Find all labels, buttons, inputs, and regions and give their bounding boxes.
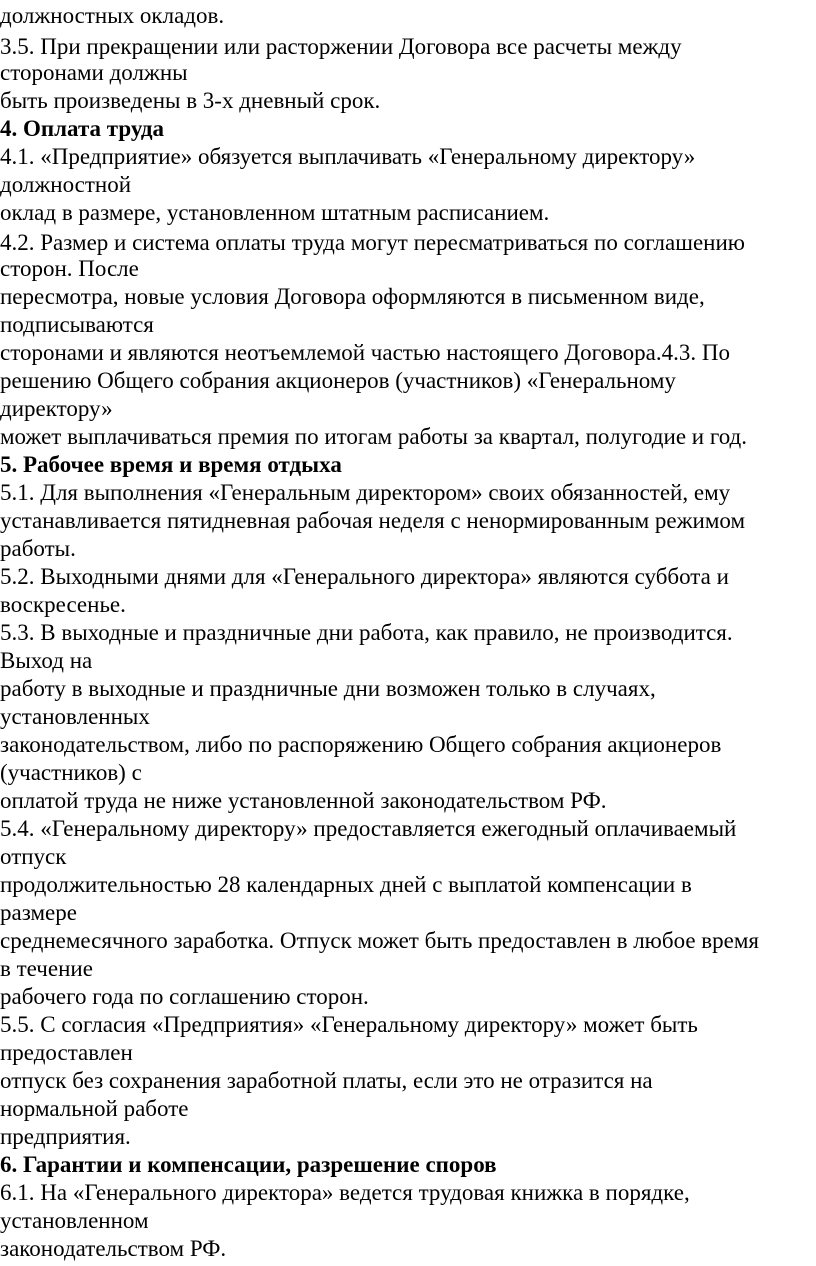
text-line: решению Общего собрания акционеров (участников) «Генеральному <box>0 368 676 393</box>
text-line: должностной <box>0 172 132 197</box>
text-line: быть произведены в 3-х дневный срок. <box>0 88 381 113</box>
text-line: (участников) с <box>0 760 142 785</box>
text-line: отпуск без сохранения заработной платы, если это не отразится на <box>0 1068 653 1093</box>
text-line: Выход на <box>0 648 93 673</box>
text-line: нормальной работе <box>0 1096 189 1121</box>
text-line: сторонами должны <box>0 60 188 85</box>
text-line: среднемесячного заработка. Отпуск может быть предоставлен в любое время <box>0 928 760 953</box>
text-line: предприятия. <box>0 1124 131 1149</box>
text-line: законодательством РФ. <box>0 1236 227 1261</box>
text-line: 4.2. Размер и система оплаты труда могут пересматриваться по соглашению <box>0 230 745 255</box>
text-line: 4.1. «Предприятие» обязуется выплачивать «Генеральному директору» <box>0 144 696 169</box>
text-line: отпуск <box>0 844 67 869</box>
text-line: рабочего года по соглашению сторон. <box>0 984 369 1009</box>
text-line: может выплачиваться премия по итогам работы за квартал, полугодие и год. <box>0 424 747 449</box>
section-heading: 4. Оплата труда <box>0 116 165 141</box>
text-line: сторон. После <box>0 256 139 281</box>
text-line: предоставлен <box>0 1040 133 1065</box>
text-line: работу в выходные и праздничные дни возможен только в случаях, <box>0 676 656 701</box>
text-line: пересмотра, новые условия Договора оформляются в письменном виде, <box>0 284 705 309</box>
text-line: 5.3. В выходные и праздничные дни работа, как правило, не производится. <box>0 620 733 645</box>
text-line: директору» <box>0 396 113 421</box>
text-line: 6.1. На «Генерального директора» ведется трудовая книжка в порядке, <box>0 1180 690 1205</box>
text-line: 5.5. С согласия «Предприятия» «Генеральному директору» может быть <box>0 1012 698 1037</box>
text-line: оклад в размере, установленном штатным расписанием. <box>0 200 550 225</box>
text-line: 3.5. При прекращении или расторжении Договора все расчеты между <box>0 34 682 59</box>
text-line: подписываются <box>0 312 154 337</box>
section-heading: 5. Рабочее время и время отдыха <box>0 452 342 477</box>
text-line: 5.2. Выходными днями для «Генерального директора» являются суббота и <box>0 564 729 589</box>
text-line: оплатой труда не ниже установленной законодательством РФ. <box>0 788 607 813</box>
text-line: установленном <box>0 1208 149 1233</box>
text-line: воскресенье. <box>0 592 126 617</box>
section-heading: 6. Гарантии и компенсации, разрешение споров <box>0 1152 497 1177</box>
text-line: должностных окладов. <box>0 3 225 28</box>
text-line: 5.1. Для выполнения «Генеральным директором» своих обязанностей, ему <box>0 480 731 505</box>
text-line: законодательством, либо по распоряжению Общего собрания акционеров <box>0 732 722 757</box>
text-line: продолжительностью 28 календарных дней с выплатой компенсации в <box>0 872 692 897</box>
text-line: сторонами и являются неотъемлемой частью настоящего Договора.4.3. По <box>0 340 730 365</box>
text-line: 5.4. «Генеральному директору» предоставляется ежегодный оплачиваемый <box>0 816 737 841</box>
text-line: в течение <box>0 956 93 981</box>
text-line: установленных <box>0 704 150 729</box>
text-line: размере <box>0 900 77 925</box>
text-line: работы. <box>0 536 76 561</box>
text-line: устанавливается пятидневная рабочая неделя с ненормированным режимом <box>0 508 745 533</box>
